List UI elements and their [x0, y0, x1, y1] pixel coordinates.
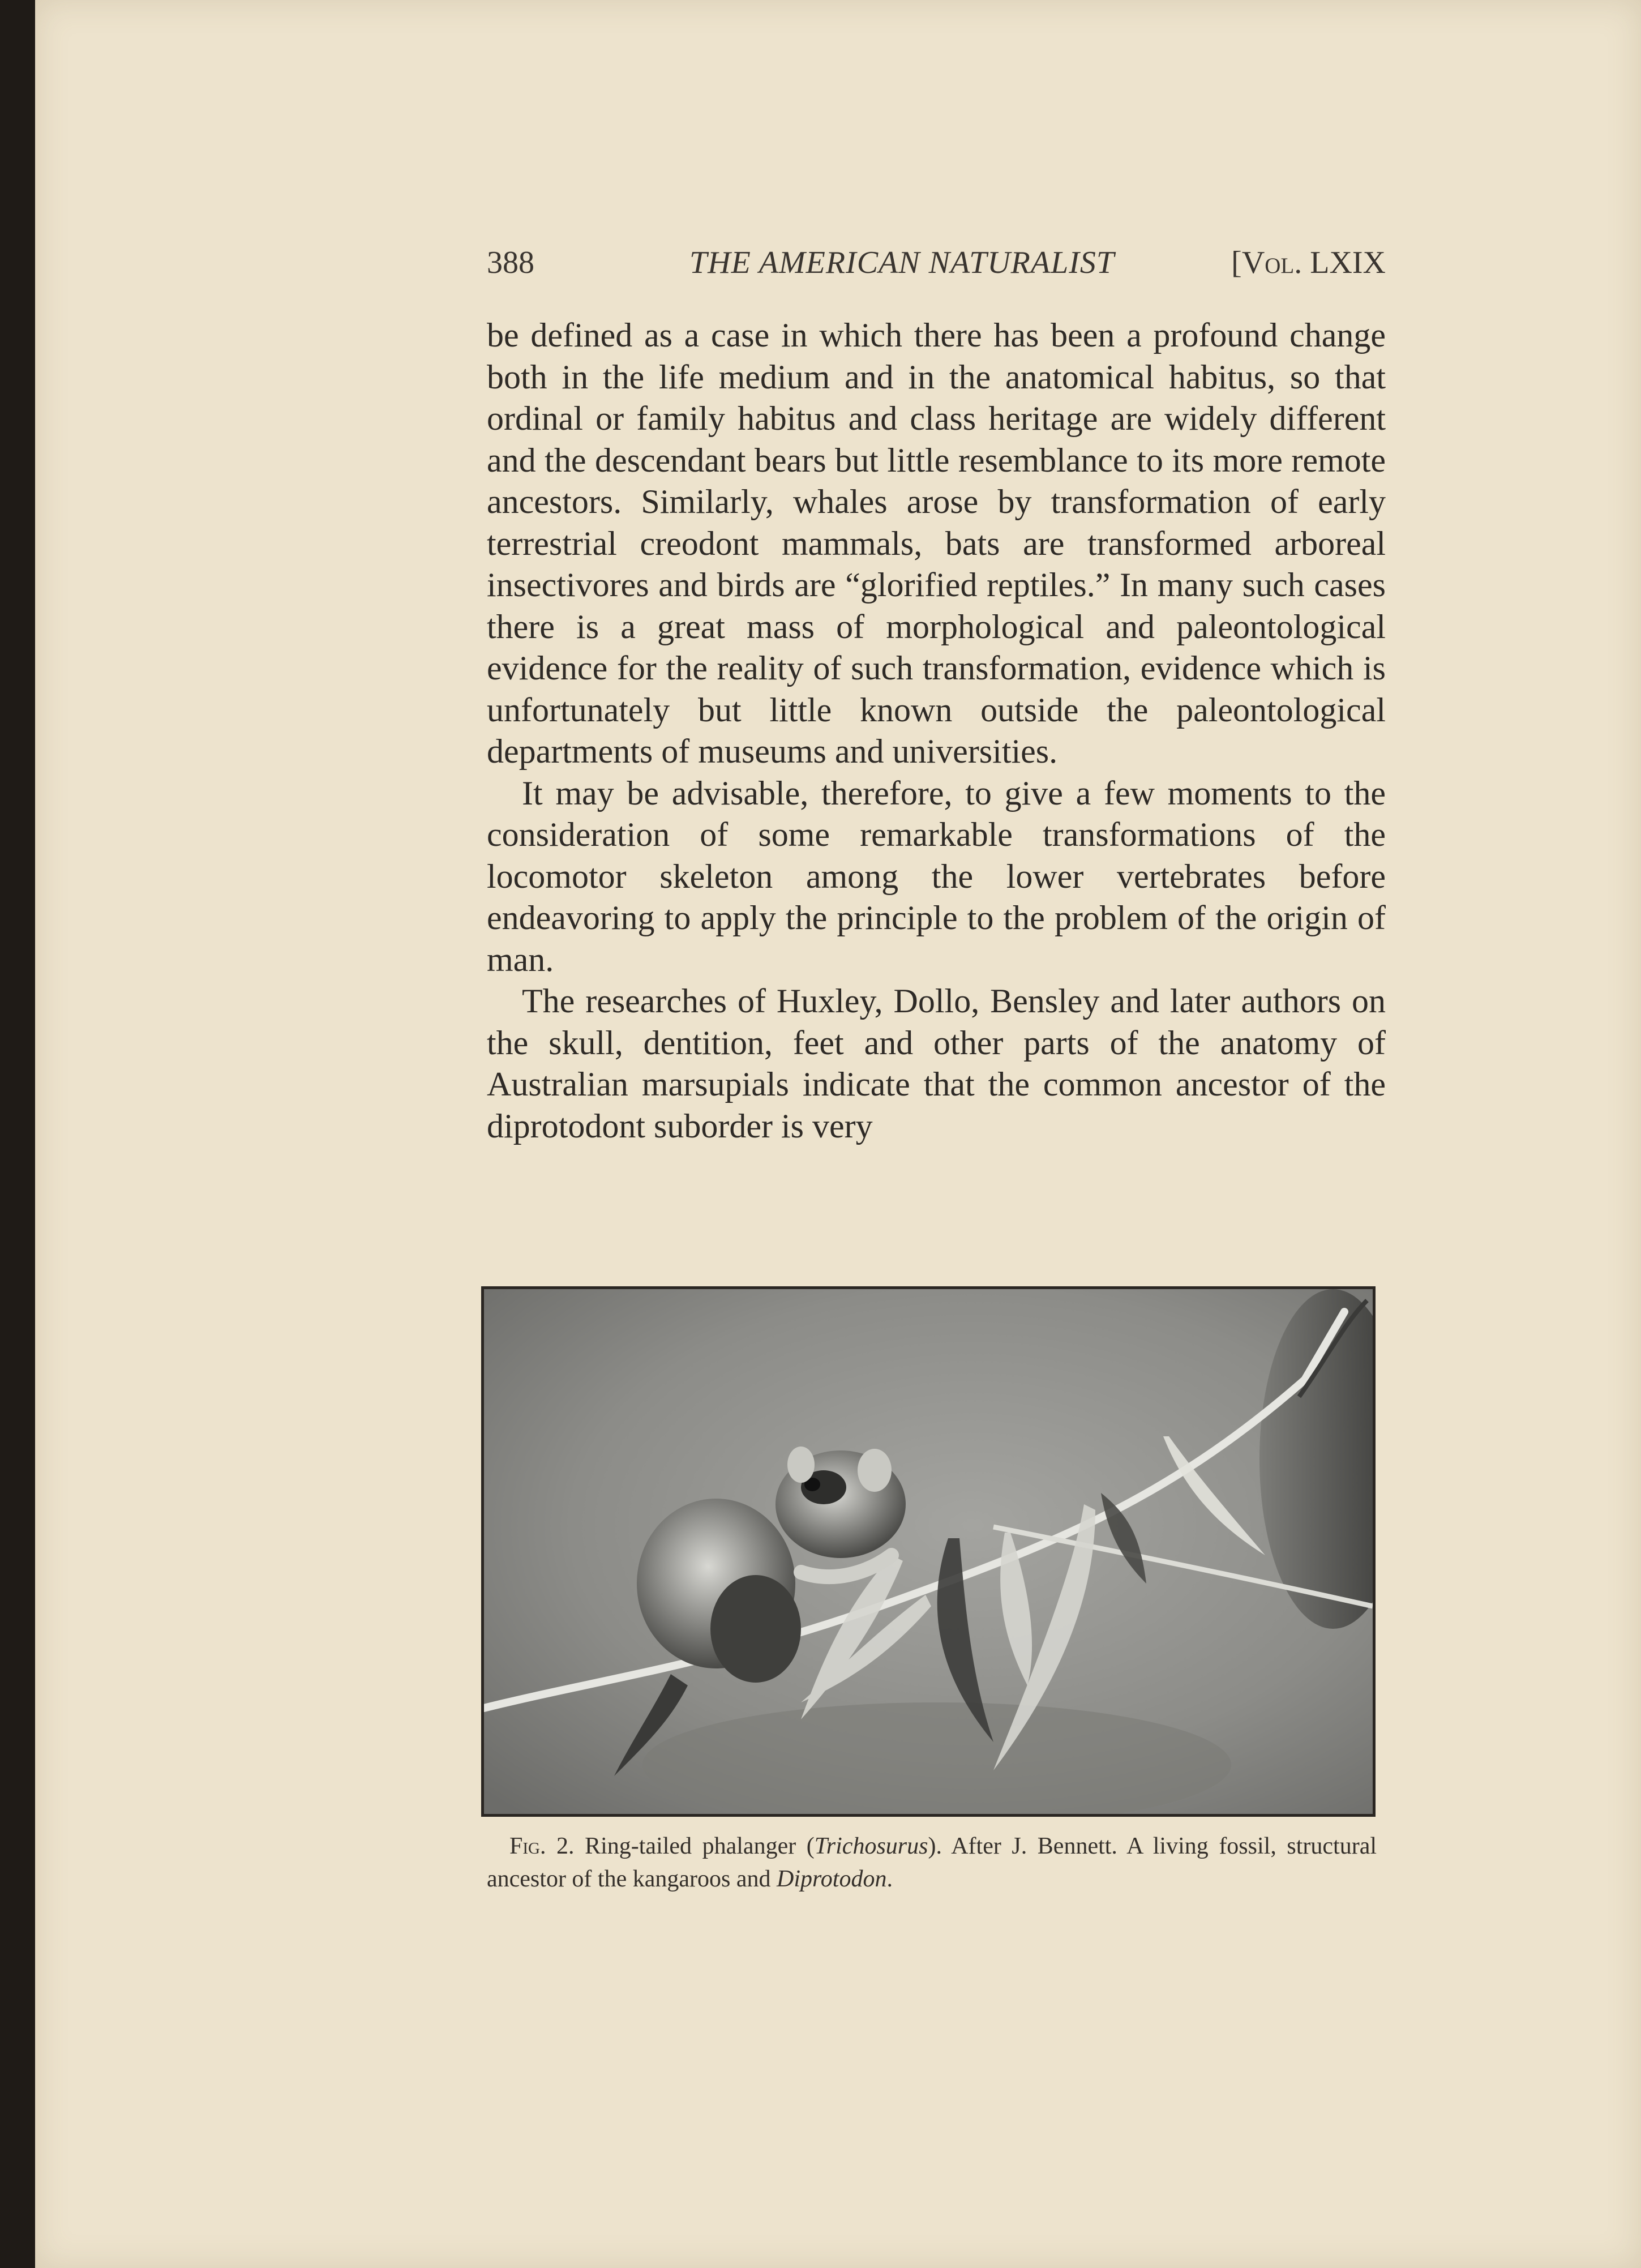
paragraph-2: It may be advisable, therefore, to give a few moments to the consideration of some remarkable transformations of the locomotor skeleton among the lower vertebrates before endeavoring to apply the principle to the problem of the origin of man. [487, 774, 1386, 978]
caption-text-1: Ring-tailed phalanger ( [585, 1833, 815, 1859]
running-header [487, 245, 1386, 284]
phalanger-photograph [481, 1286, 1376, 1817]
caption-genus-2: Diprotodon [776, 1866, 887, 1892]
volume-label: [Vol. LXIX [1231, 245, 1386, 280]
journal-title: THE AMERICAN NATURALIST [689, 245, 1115, 280]
page-number: 388 [487, 245, 534, 280]
book-page [35, 0, 1641, 2268]
caption-end: . [886, 1866, 893, 1892]
phalanger-illustration [484, 1289, 1373, 1814]
figure-label: Fig. 2. [509, 1833, 575, 1859]
caption-genus: Trichosurus [814, 1833, 928, 1859]
figure-caption [487, 1830, 1377, 1895]
paragraph-1: be defined as a case in which there has been a profound change both in the life medium and in the anatomical habitus, so that ordinal or family habitus and class heritage are widely different and the descendant bears but little resemblance to its more remote ancestors. Similarly, whales arose by transformation of early terrestrial creodont mammals, bats are transformed arboreal insectivores and birds are “glorified reptiles.” In many such cases there is a great mass of morphological and paleontological evidence for the reality of such transformation, evidence which is unfortunately but little known outside the paleontological departments of museums and universities. [487, 316, 1386, 770]
paragraph-3: The researches of Huxley, Dollo, Bensley and later authors on the skull, dentition, feet and other parts of the anatomy of Australian marsupials indicate that the common ancestor of the diprotodont suborder is very [487, 982, 1386, 1145]
caption-text-2: ). After J. Bennett. A living fossil, structural ancestor of the kangaroos and [487, 1833, 1377, 1892]
body-text [487, 315, 1386, 1147]
